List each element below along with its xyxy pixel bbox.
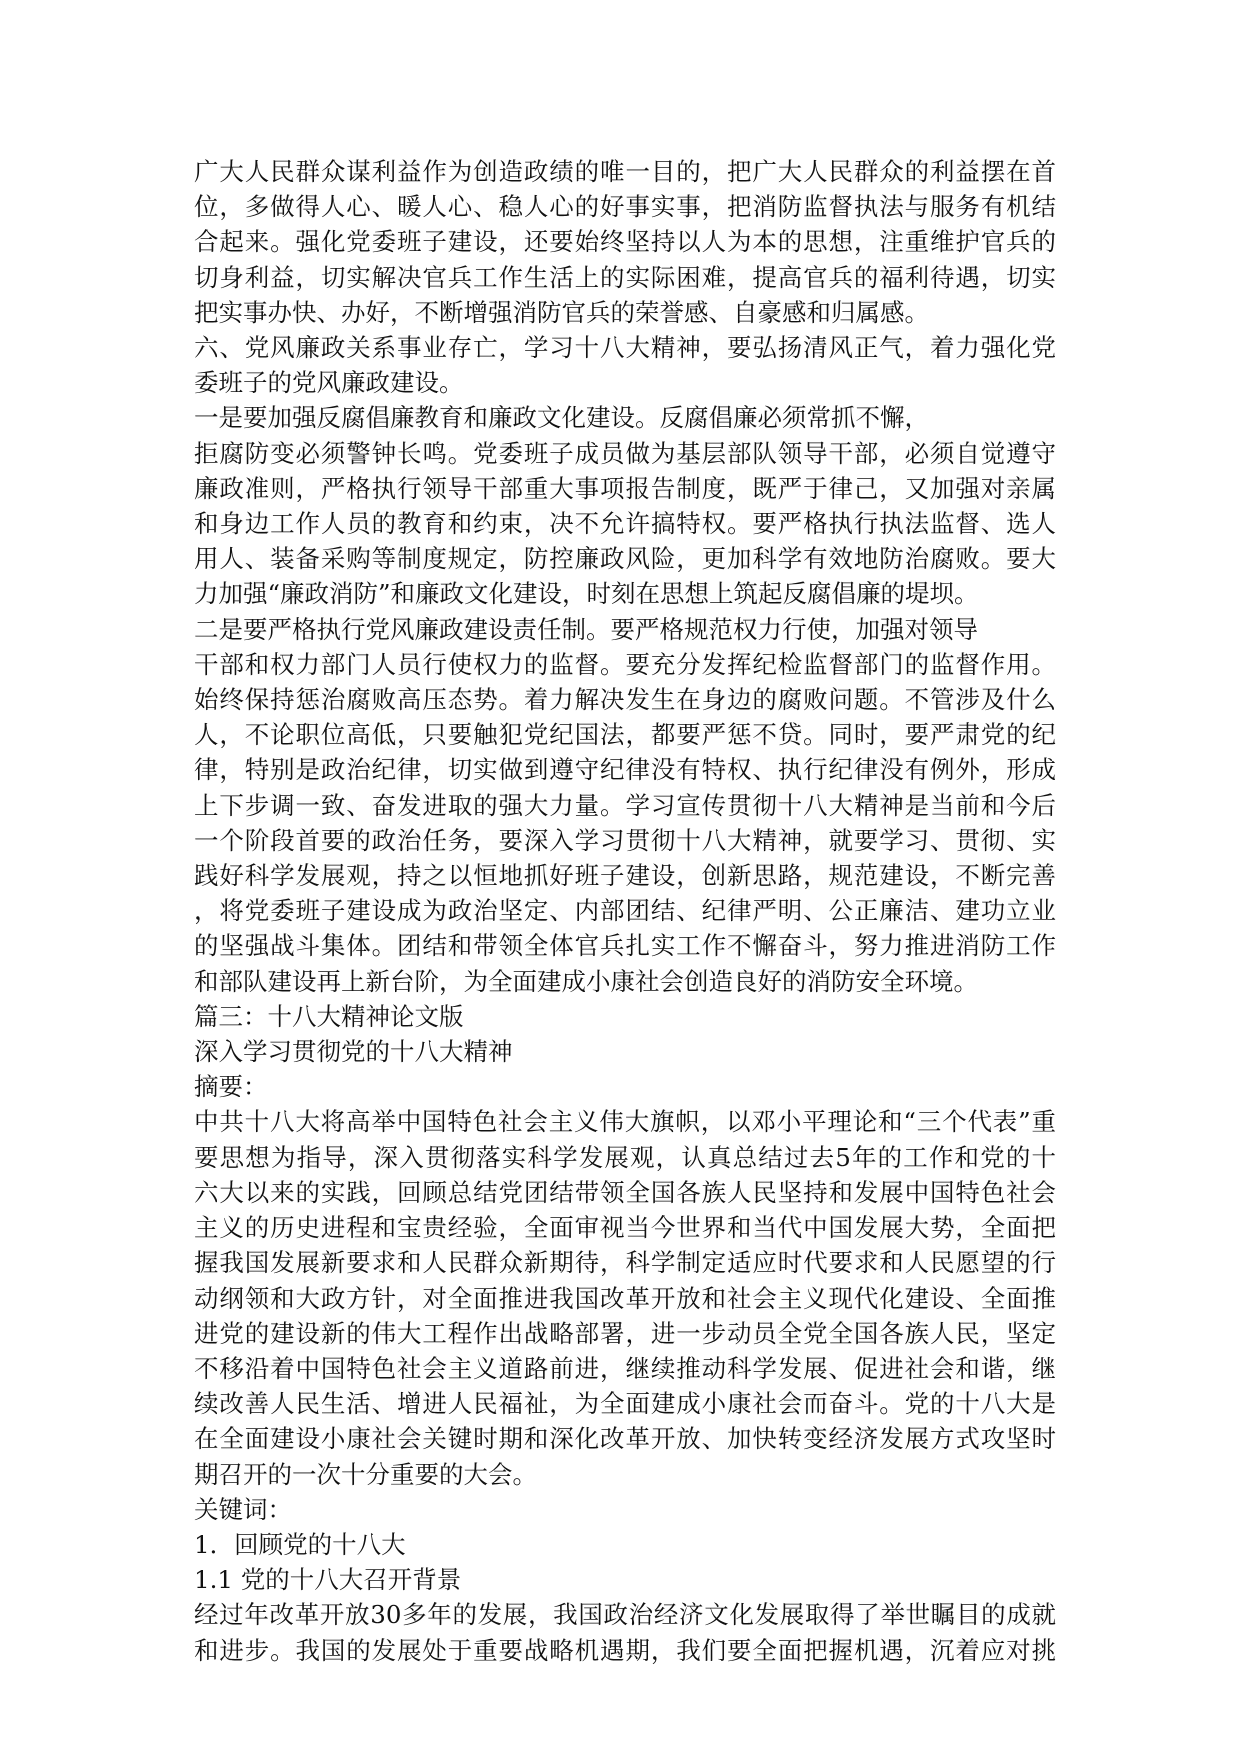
text-line: 要思想为指导，深入贯彻落实科学发展观，认真总结过去5年的工作和党的十 [194, 1142, 1056, 1172]
text-line: 践好科学发展观，持之以恒地抓好班子建设，创新思路，规范建设，不断完善 [194, 861, 1056, 891]
text-line: 摘要： [194, 1072, 268, 1102]
text-line: 广大人民群众谋利益作为创造政绩的唯一目的，把广大人民群众的利益摆在首 [194, 157, 1056, 186]
text-line: 关键词： [194, 1494, 292, 1524]
text-line: 续改善人民生活、增进人民福祉，为全面建成小康社会而奋斗。党的十八大是 [194, 1389, 1056, 1419]
text-line: 拒腐防变必须警钟长鸣。党委班子成员做为基层部队领导干部，必须自觉遵守 [194, 438, 1056, 468]
text-line: 在全面建设小康社会关键时期和深化改革开放、加快转变经济发展方式攻坚时 [194, 1424, 1056, 1454]
text-line: 合起来。强化党委班子建设，还要始终坚持以人为本的思想，注重维护官兵的 [194, 227, 1056, 257]
text-line: 进党的建设新的伟大工程作出战略部署，进一步动员全党全国各族人民，坚定 [194, 1318, 1056, 1348]
text-line: 和进步。我国的发展处于重要战略机遇期，我们要全面把握机遇，沉着应对挑 [194, 1635, 1056, 1665]
text-line: 廉政准则，严格执行领导干部重大事项报告制度，既严于律己，又加强对亲属 [194, 473, 1056, 503]
text-line: 把实事办快、办好，不断增强消防官兵的荣誉感、自豪感和归属感。 [194, 297, 929, 327]
text-line: 始终保持惩治腐败高压态势。着力解决发生在身边的腐败问题。不管涉及什么 [194, 685, 1056, 715]
text-line: 1．回顾党的十八大 [194, 1529, 406, 1559]
text-line: 和身边工作人员的教育和约束，决不允许搞特权。要严格执行执法监督、选人 [194, 509, 1056, 539]
text-line: 力加强“廉政消防”和廉政文化建设，时刻在思想上筑起反腐倡廉的堤坝。 [194, 579, 979, 609]
text-line: 一个阶段首要的政治任务，要深入学习贯彻十八大精神，就要学习、贯彻、实 [194, 825, 1056, 855]
text-line: 篇三：十八大精神论文版 [194, 1001, 464, 1031]
text-line: 中共十八大将高举中国特色社会主义伟大旗帜，以邓小平理论和“三个代表”重 [194, 1107, 1056, 1137]
text-line: 人，不论职位高低，只要触犯党纪国法，都要严惩不贷。同时，要严肃党的纪 [194, 720, 1056, 750]
text-line: 二是要严格执行党风廉政建设责任制。要严格规范权力行使，加强对领导 [194, 614, 978, 644]
text-line: 干部和权力部门人员行使权力的监督。要充分发挥纪检监督部门的监督作用。 [194, 649, 1056, 679]
text-line: 委班子的党风廉政建设。 [194, 368, 464, 398]
text-line: 主义的历史进程和宝贵经验，全面审视当今世界和当代中国发展大势，全面把 [194, 1213, 1056, 1243]
text-line: 上下步调一致、奋发进取的强大力量。学习宣传贯彻十八大精神是当前和今后 [194, 790, 1056, 820]
text-line: 位，多做得人心、暖人心、稳人心的好事实事，把消防监督执法与服务有机结 [194, 192, 1056, 222]
text-line: 深入学习贯彻党的十八大精神 [194, 1037, 513, 1067]
text-line: 六大以来的实践，回顾总结党团结带领全国各族人民坚持和发展中国特色社会 [194, 1177, 1056, 1207]
text-line: 握我国发展新要求和人民群众新期待，科学制定适应时代要求和人民愿望的行 [194, 1248, 1056, 1278]
text-line: 六、党风廉政关系事业存亡，学习十八大精神，要弘扬清风正气，着力强化党 [194, 333, 1056, 363]
text-line: 不移沿着中国特色社会主义道路前进，继续推动科学发展、促进社会和谐，继 [194, 1353, 1056, 1383]
text-line: 切身利益，切实解决官兵工作生活上的实际困难，提高官兵的福利待遇，切实 [194, 262, 1056, 292]
text-line: ，将党委班子建设成为政治坚定、内部团结、纪律严明、公正廉洁、建功立业 [194, 896, 1056, 926]
text-line: 1.1 党的十八大召开背景 [194, 1565, 462, 1595]
text-line: 律，特别是政治纪律，切实做到遵守纪律没有特权、执行纪律没有例外，形成 [194, 755, 1056, 785]
text-line: 期召开的一次十分重要的大会。 [194, 1459, 537, 1489]
document-body [194, 154, 1056, 1668]
text-line: 一是要加强反腐倡廉教育和廉政文化建设。反腐倡廉必须常抓不懈， [194, 403, 929, 433]
text-line: 用人、装备采购等制度规定，防控廉政风险，更加科学有效地防治腐败。要大 [194, 544, 1056, 574]
text-line: 和部队建设再上新台阶，为全面建成小康社会创造良好的消防安全环境。 [194, 966, 978, 996]
text-line: 的坚强战斗集体。团结和带领全体官兵扎实工作不懈奋斗，努力推进消防工作 [194, 931, 1056, 961]
text-line: 经过年改革开放30多年的发展，我国政治经济文化发展取得了举世瞩目的成就 [194, 1600, 1056, 1630]
text-line: 动纲领和大政方针，对全面推进我国改革开放和社会主义现代化建设、全面推 [194, 1283, 1056, 1313]
